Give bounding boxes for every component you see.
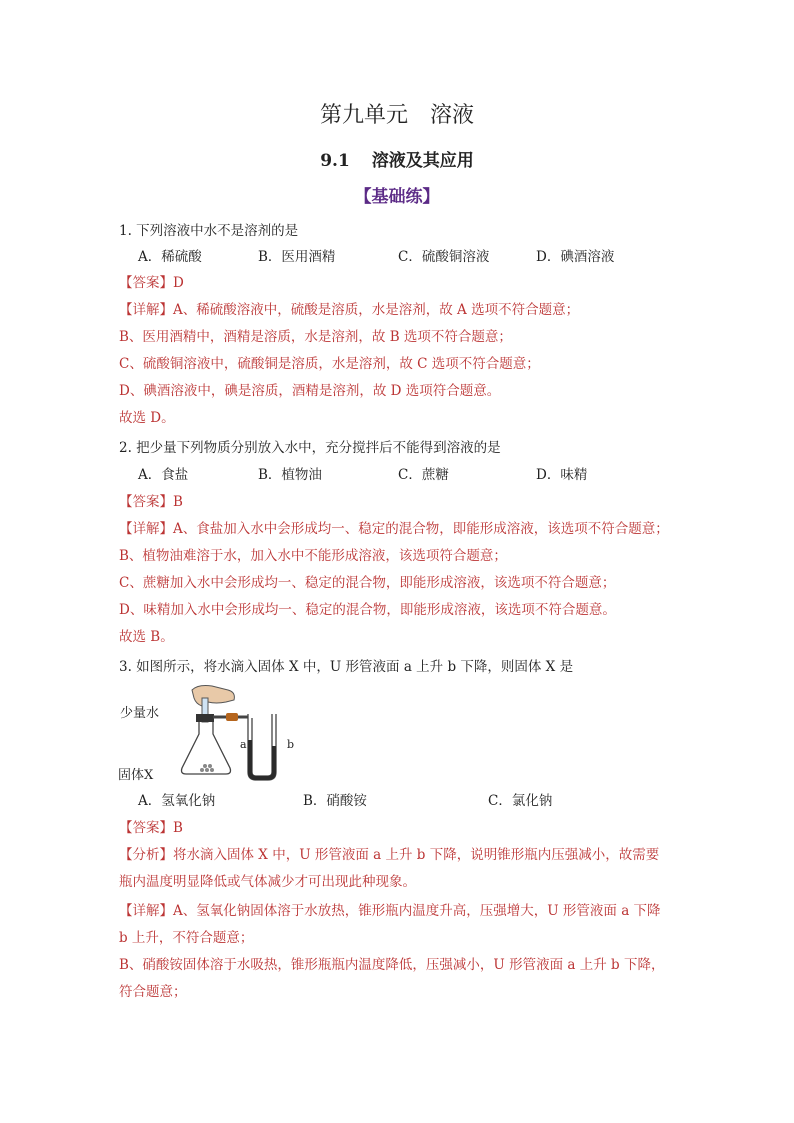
q2-conclusion: 故选 B。: [119, 629, 174, 645]
q1-option-b: B．医用酒精: [258, 249, 336, 265]
q3-option-a: A．氢氧化钠: [138, 793, 216, 809]
q1-conclusion: 故选 D。: [119, 410, 175, 426]
q2-option-c: C．蔗糖: [398, 467, 449, 483]
apparatus-figure: [116, 684, 306, 784]
rubber-connector: [226, 713, 238, 721]
water-label: 少量水: [120, 706, 160, 721]
label-a: a: [240, 738, 247, 751]
q3-detail-line: 【详解】A、氢氧化钠固体溶于水放热，锥形瓶内温度升高，压强增大，U 形管液面 a 下降: [119, 903, 661, 919]
q3-option-b: B．硝酸铵: [303, 793, 367, 809]
page-title: [0, 98, 794, 129]
q3-stem: 3. 如图所示，将水滴入固体 X 中，U 形管液面 a 上升 b 下降，则固体 X 是: [119, 659, 574, 675]
q3-analysis-line: 瓶内温度明显降低或气体减少才可出现此种现象。: [119, 874, 416, 890]
unit-subtitle: 溶液: [430, 103, 475, 128]
q3-detail-line: B、硝酸铵固体溶于水吸热，锥形瓶瓶内温度降低，压强减小，U 形管液面 a 上升 b 下降，: [119, 957, 665, 973]
q1-detail-line: C、硫酸铜溶液中，硫酸铜是溶质，水是溶剂，故 C 选项不符合题意；: [119, 356, 540, 372]
q2-option-b: B．植物油: [258, 467, 322, 483]
practice-tag: 【基础练】: [354, 187, 440, 207]
q2-option-d: D．味精: [536, 467, 588, 483]
q2-answer: 【答案】B: [119, 494, 183, 510]
q1-stem: 1. 下列溶液中水不是溶剂的是: [119, 223, 299, 239]
hand-icon: [192, 686, 234, 707]
q1-option-c: C．硫酸铜溶液: [398, 249, 490, 265]
q2-detail-line: 【详解】A、食盐加入水中会形成均一、稳定的混合物，即能形成溶液，该选项不符合题意；: [119, 521, 669, 537]
q2-detail-line: C、蔗糖加入水中会形成均一、稳定的混合物，即能形成溶液，该选项不符合题意；: [119, 575, 616, 591]
q3-analysis-line: 【分析】将水滴入固体 X 中，U 形管液面 a 上升 b 下降，说明锥形瓶内压强减小，故需要: [119, 847, 660, 863]
q1-detail-line: B、医用酒精中，酒精是溶质，水是溶剂，故 B 选项不符合题意；: [119, 329, 512, 345]
q1-detail-line: 【详解】A、稀硫酸溶液中，硫酸是溶质，水是溶剂，故 A 选项不符合题意；: [119, 302, 580, 318]
label-b: b: [287, 738, 295, 751]
q2-detail-line: B、植物油难溶于水，加入水中不能形成溶液，该选项符合题意；: [119, 548, 507, 564]
section-title: [0, 146, 794, 171]
section-name: 溶液及其应用: [371, 151, 474, 171]
stopper-icon: [196, 714, 214, 722]
q3-detail-line: b 上升，不符合题意；: [119, 930, 254, 946]
q1-option-d: D．碘酒溶液: [536, 249, 615, 265]
q1-detail-line: D、碘酒溶液中，碘是溶质，酒精是溶剂，故 D 选项符合题意。: [119, 383, 501, 399]
q1-option-a: A．稀硫酸: [138, 249, 202, 265]
solid-label: 固体X: [118, 768, 154, 783]
q1-answer: 【答案】D: [119, 275, 184, 291]
q3-detail-line: 符合题意；: [119, 984, 187, 1000]
q2-option-a: A．食盐: [138, 467, 189, 483]
q3-option-c: C．氯化钠: [488, 793, 553, 809]
q3-answer: 【答案】B: [119, 820, 183, 836]
q2-stem: 2. 把少量下列物质分别放入水中，充分搅拌后不能得到溶液的是: [119, 440, 501, 456]
section-number: 9.1: [320, 151, 350, 171]
q2-detail-line: D、味精加入水中会形成均一、稳定的混合物，即能形成溶液，该选项不符合题意。: [119, 602, 616, 618]
unit-title: 第九单元: [319, 103, 408, 128]
